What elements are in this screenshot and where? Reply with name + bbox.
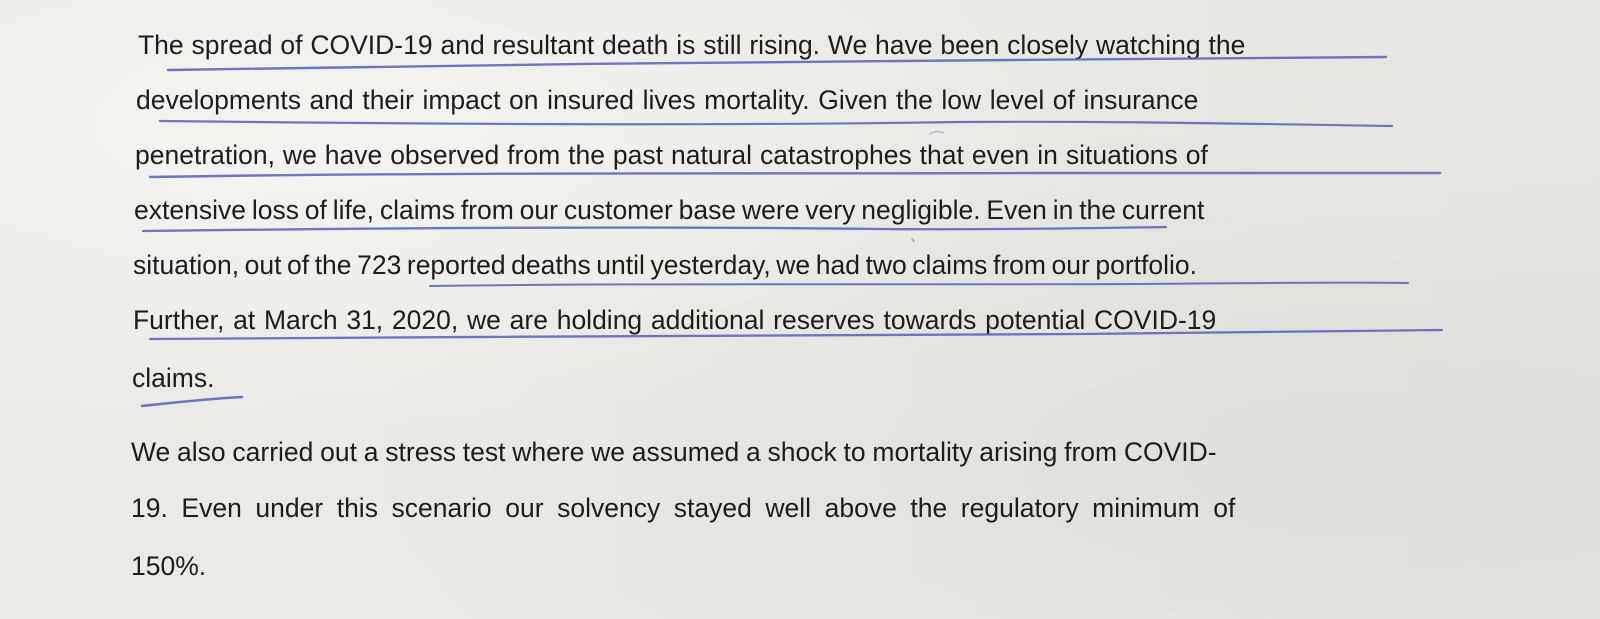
underline-stroke <box>430 283 1408 286</box>
text-line: penetration, we have observed from the past natural catastrophes that even in situations of <box>135 140 1208 170</box>
text-line: situation, out of the 723 reported deaths until yesterday, we had two claims from our portfolio. <box>133 250 1198 280</box>
text-line: developments and their impact on insured lives mortality. Given the low level of insurance <box>136 85 1199 115</box>
text-line: 19. Even under this scenario our solvency stayed well above the regulatory minimum of <box>131 493 1236 523</box>
text-line: claims. <box>132 363 215 393</box>
text-line: We also carried out a stress test where we assumed a shock to mortality arising from COVID- <box>131 437 1217 467</box>
underline-stroke <box>143 227 1166 231</box>
text-line: extensive loss of life, claims from our customer base were very negligible. Even in the current <box>134 195 1205 225</box>
underline-stroke <box>142 397 242 406</box>
underline-stroke <box>150 172 1440 177</box>
underline-stroke <box>160 121 1392 126</box>
text-line: The spread of COVID-19 and resultant death is still rising. We have been closely watching the <box>138 30 1246 60</box>
ink-mark <box>930 132 944 134</box>
ink-mark <box>912 239 914 241</box>
text-line: 150%. <box>131 551 207 581</box>
text-line: Further, at March 31, 2020, we are holding additional reserves towards potential COVID-19 <box>133 305 1217 335</box>
